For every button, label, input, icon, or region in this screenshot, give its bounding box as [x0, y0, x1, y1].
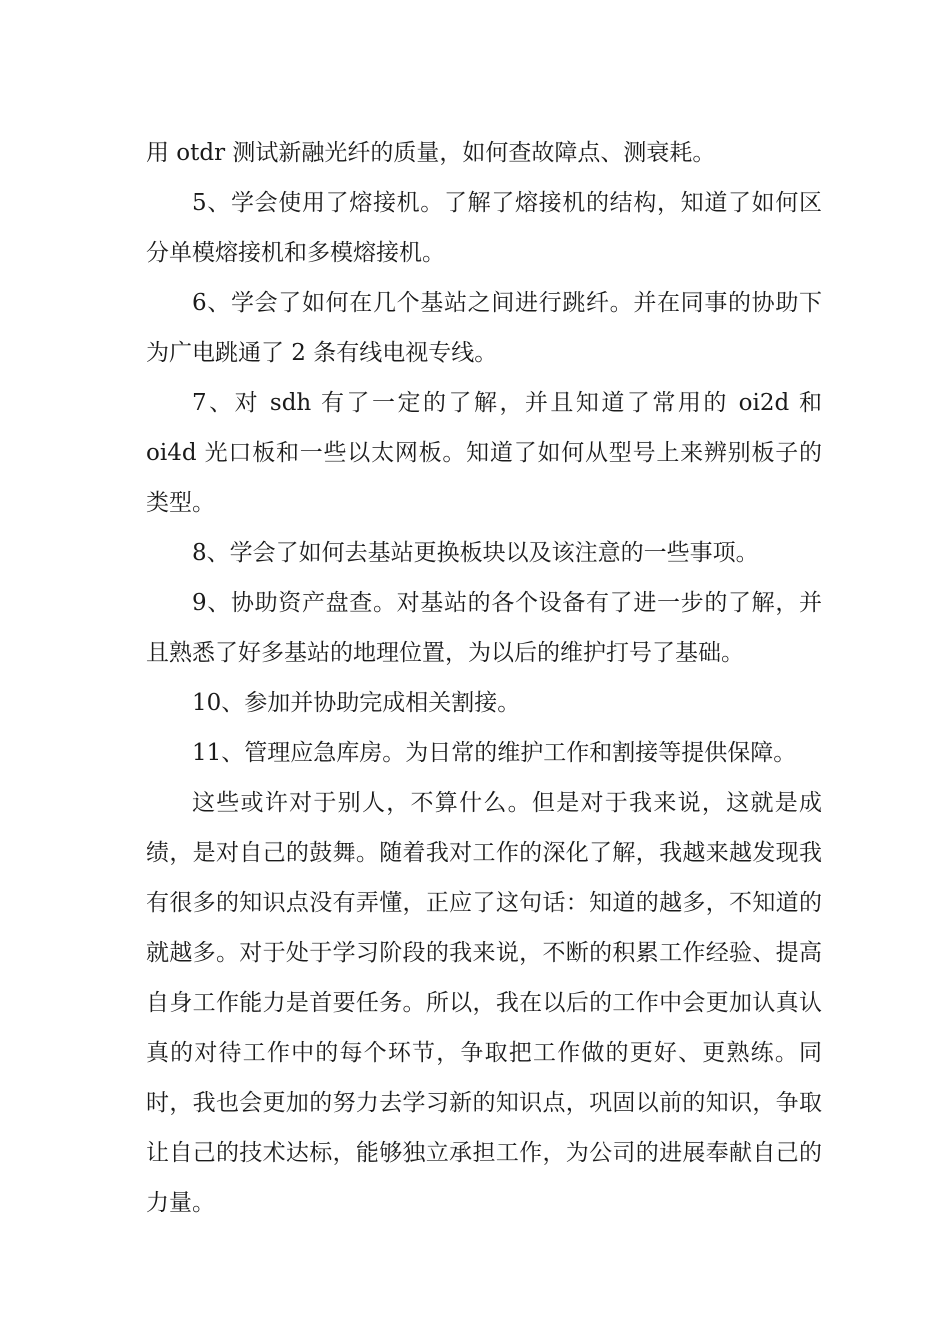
paragraph-8: 11、管理应急库房。为日常的维护工作和割接等提供保障。: [192, 740, 797, 766]
paragraph-3: 6、学会了如何在几个基站之间进行跳纤。并在同事的协助下为广电跳通了 2 条有线电视专线。: [146, 290, 822, 366]
paragraph-9: 这些或许对于别人，不算什么。但是对于我来说，这就是成绩，是对自己的鼓舞。随着我对工作的深化了解，我越来越发现我有很多的知识点没有弄懂，正应了这句话：知道的越多，不知道的就越多。对于处于学习阶段的我来说，不断的积累工作经验、提高自身工作能力是首要任务。所以，我在以后的工作中会更加认真认真的对待工作中的每个环节，争取把工作做的更好、更熟练。同时，我也会更加的努力去学习新的知识点，巩固以前的知识，争取让自己的技术达标，能够独立承担工作，为公司的进展奉献自己的力量。: [146, 790, 822, 1216]
paragraph-7: 10、参加并协助完成相关割接。: [192, 690, 521, 716]
paragraph-4: 7、对 sdh 有了一定的了解，并且知道了常用的 oi2d 和 oi4d 光口板和一些以太网板。知道了如何从型号上来辨别板子的类型。: [146, 390, 822, 516]
paragraph-1: 用 otdr 测试新融光纤的质量，如何查故障点、测衰耗。: [146, 140, 716, 166]
paragraph-6: 9、协助资产盘查。对基站的各个设备有了进一步的了解，并且熟悉了好多基站的地理位置，为以后的维护打号了基础。: [146, 590, 822, 666]
paragraph-5: 8、学会了如何去基站更换板块以及该注意的一些事项。: [192, 540, 759, 566]
document-body: [146, 128, 822, 1228]
paragraph-2: 5、学会使用了熔接机。了解了熔接机的结构，知道了如何区分单模熔接机和多模熔接机。: [146, 190, 822, 266]
